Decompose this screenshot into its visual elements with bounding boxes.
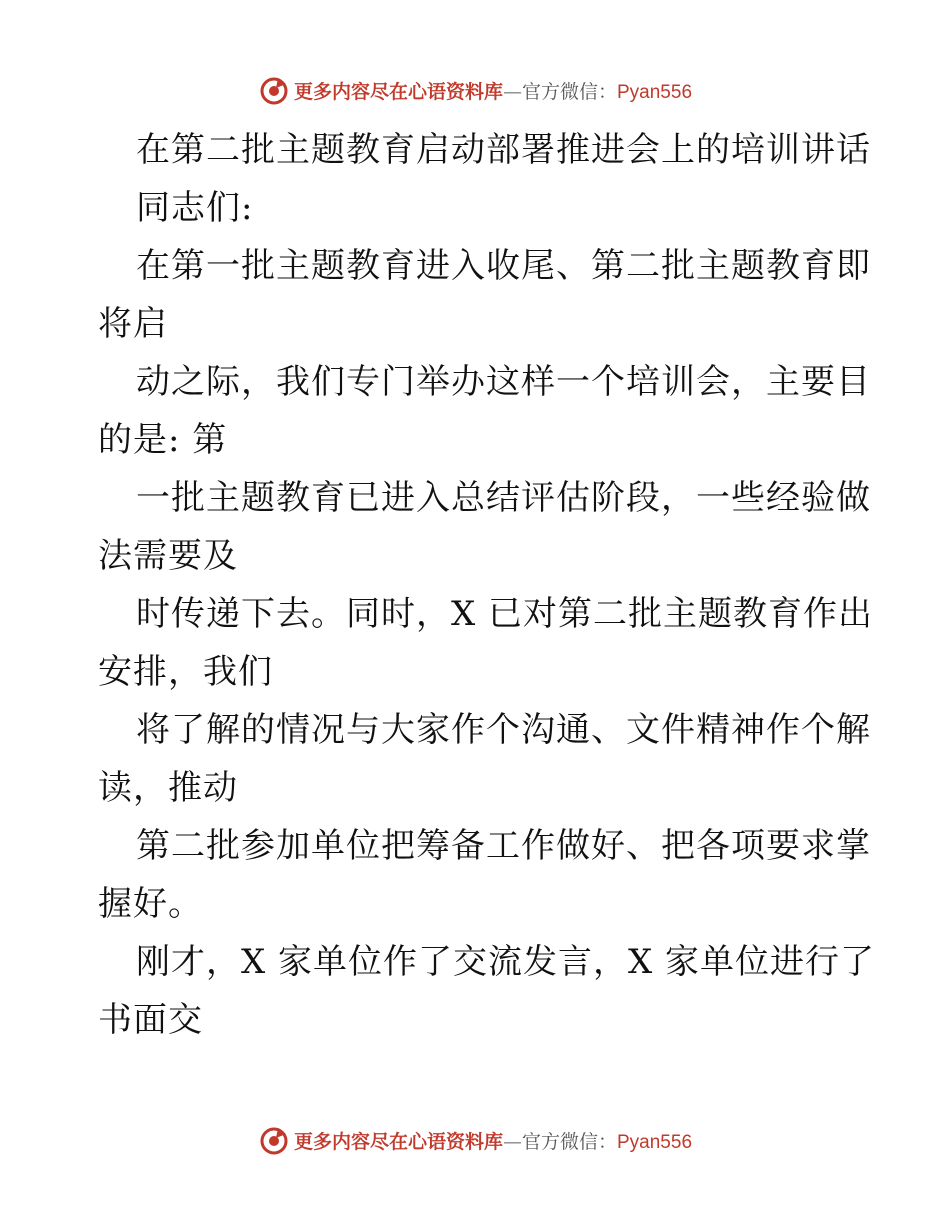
watermark-text [294, 77, 692, 104]
watermark-brand: 更多内容尽在心语资料库 [293, 1130, 503, 1153]
watermark-wechat-id: Pyan556 [617, 81, 693, 103]
document-line: 安排，我们 [98, 652, 273, 692]
document-line: 的是: 第 [98, 420, 228, 460]
document-line: 将了解的情况与大家作个沟通、文件精神作个解 [136, 710, 871, 750]
document-line: 动之际，我们专门举办这样一个培训会，主要目 [136, 362, 871, 402]
document-line: 在第一批主题教育进入收尾、第二批主题教育即 [136, 246, 871, 286]
watermark-official-label: 官方微信： [521, 1130, 617, 1153]
document-line: 一批主题教育已进入总结评估阶段，一些经验做 [136, 478, 871, 518]
document-line: 将启 [98, 304, 168, 344]
document-line: 读，推动 [98, 768, 238, 808]
document-line: 同志们: [136, 188, 254, 228]
watermark-dash: — [502, 1130, 522, 1153]
document-line: 刚才，X 家单位作了交流发言，X 家单位进行了 [136, 942, 876, 982]
watermark-brand: 更多内容尽在心语资料库 [293, 80, 503, 103]
brand-logo-icon [258, 74, 290, 106]
document-line: 第二批参加单位把筹备工作做好、把各项要求掌 [136, 826, 871, 866]
document-line: 时传递下去。同时，X 已对第二批主题教育作出 [136, 594, 874, 634]
brand-logo-icon [258, 1124, 290, 1156]
footer-watermark [0, 1120, 950, 1160]
document-line: 握好。 [98, 884, 203, 924]
document-title: 在第二批主题教育启动部署推进会上的培训讲话 [136, 130, 871, 170]
watermark-official-label: 官方微信： [521, 80, 617, 103]
header-watermark [0, 70, 950, 110]
document-line: 书面交 [98, 1000, 203, 1040]
watermark-dash: — [502, 80, 522, 103]
document-line: 法需要及 [98, 536, 238, 576]
watermark-text [294, 1127, 692, 1154]
watermark-wechat-id: Pyan556 [617, 1131, 693, 1153]
